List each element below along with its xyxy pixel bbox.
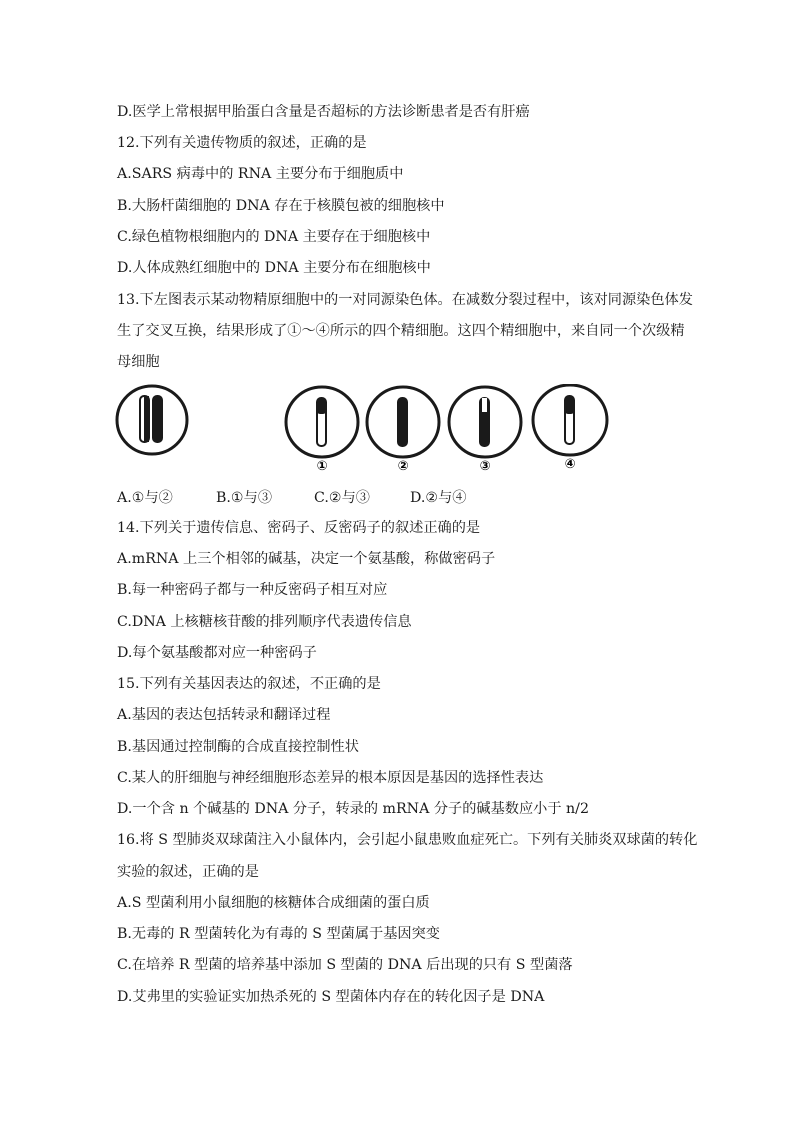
option-line: D.人体成熟红细胞中的 DNA 主要分布在细胞核中 [117, 260, 431, 276]
option-line: D.每个氨基酸都对应一种密码子 [117, 645, 317, 661]
option-line: A.基因的表达包括转录和翻译过程 [117, 707, 331, 723]
question-16-stem: 16.将 S 型肺炎双球菌注入小鼠体内，会引起小鼠患败血症死亡。下列有关肺炎双球菌的转化 [117, 832, 698, 848]
option-line: B.无毒的 R 型菌转化为有毒的 S 型菌属于基因突变 [117, 926, 440, 942]
option-line: B.每一种密码子都与一种反密码子相互对应 [117, 582, 388, 598]
sperm-cell-1 [286, 387, 358, 457]
option-line: A.mRNA 上三个相邻的碱基，决定一个氨基酸，称做密码子 [117, 551, 496, 567]
sperm-cell-label: ③ [479, 459, 491, 474]
option-line: A.S 型菌利用小鼠细胞的核糖体合成细菌的蛋白质 [117, 895, 430, 911]
sperm-cell-label: ② [397, 459, 409, 474]
sperm-cell-4 [533, 385, 607, 455]
question-14-stem: 14.下列关于遗传信息、密码子、反密码子的叙述正确的是 [117, 520, 481, 536]
question-16-stem-cont: 实验的叙述，正确的是 [117, 864, 259, 880]
sperm-cell-2 [367, 387, 439, 457]
question-15-stem: 15.下列有关基因表达的叙述，不正确的是 [117, 676, 381, 692]
option-line: B.基因通过控制酶的合成直接控制性状 [117, 739, 359, 755]
option-line: C.在培养 R 型菌的培养基中添加 S 型菌的 DNA 后出现的只有 S 型菌落 [117, 957, 573, 973]
option-line: C.绿色植物根细胞内的 DNA 主要存在于细胞核中 [117, 229, 431, 245]
question-13-stem-cont: 生了交叉互换，结果形成了①～④所示的四个精细胞。这四个精细胞中，来自同一个次级精 [117, 323, 685, 339]
question-12-stem: 12.下列有关遗传物质的叙述，正确的是 [117, 135, 367, 151]
sperm-cell-3 [449, 387, 521, 457]
chromosome-figure [110, 384, 610, 474]
option-13-a: A.①与② [117, 490, 173, 506]
option-line: C.某人的肝细胞与神经细胞形态差异的根本原因是基因的选择性表达 [117, 770, 544, 786]
option-line: D.艾弗里的实验证实加热杀死的 S 型菌体内存在的转化因子是 DNA [117, 989, 545, 1005]
sperm-cell-label: ④ [564, 457, 576, 472]
text-line: D.医学上常根据甲胎蛋白含量是否超标的方法诊断患者是否有肝癌 [117, 104, 530, 120]
option-line: B.大肠杆菌细胞的 DNA 存在于核膜包被的细胞核中 [117, 198, 445, 214]
option-line: C.DNA 上核糖核苷酸的排列顺序代表遗传信息 [117, 614, 412, 630]
question-13-stem: 13.下左图表示某动物精原细胞中的一对同源染色体。在减数分裂过程中，该对同源染色体发 [117, 292, 693, 308]
option-13-b: B.①与③ [216, 490, 273, 506]
option-line: A.SARS 病毒中的 RNA 主要分布于细胞质中 [117, 166, 404, 182]
sperm-cell-label: ① [316, 459, 328, 474]
spermatogonium-cell [117, 386, 187, 454]
option-13-c: C.②与③ [314, 490, 370, 506]
option-line: D.一个含 n 个碱基的 DNA 分子，转录的 mRNA 分子的碱基数应小于 n/2 [117, 801, 589, 817]
question-13-stem-cont: 母细胞 [117, 354, 160, 370]
option-13-d: D.②与④ [410, 490, 467, 506]
